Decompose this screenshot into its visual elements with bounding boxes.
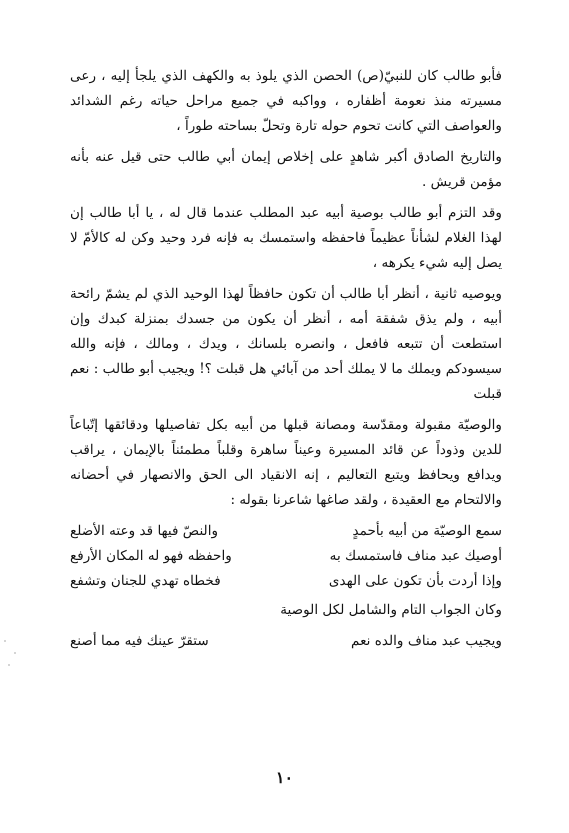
verse-second-hemistich: ستقرّ عينك فيه مما أصنع xyxy=(70,633,209,649)
scan-speck xyxy=(14,652,16,654)
verse-first-hemistich: أوصيك عبد مناف فاستمسك به xyxy=(329,548,502,564)
scan-speck xyxy=(8,664,10,666)
verse-second-hemistich: واحفظه فهو له المكان الأرفع xyxy=(70,548,232,564)
verse-first-hemistich: وإذا أردت بأن تكون على الهدى xyxy=(328,573,502,589)
document-page xyxy=(70,58,502,654)
paragraph-2: والتاريخ الصادق أكبر شاهدٍ على إخلاص إيمان أبي طالب حتى قيل عنه بأنه مؤمن قريش . xyxy=(70,149,502,190)
poem-verse xyxy=(70,569,502,594)
verse-first-hemistich: ويجيب عبد مناف والده نعم xyxy=(351,633,502,649)
answer-intro: وكان الجواب التام والشامل لكل الوصية xyxy=(280,602,502,618)
paragraph-3: وقد التزم أبو طالب بوصية أبيه عبد المطلب عندما قال له ، يا أبا طالب إن لهذا الغلام لشأناً عظيماً فاحفظه واستمسك به فإنه فرد وحيد وكن له كالأمّ لا يصل إليه شيء يكرهه ، xyxy=(70,205,502,271)
poem-verse xyxy=(70,519,502,544)
paragraph-5: والوصيّة مقبولة ومقدّسة ومصانة قبلها من أبيه بكل تفاصيلها ودقائقها إتّباعاً للدين وذوداً عن قائد المسيرة وعيناً ساهرة وقلباً مطمئناً بالإيمان ، يراقب ويدافع ويحافظ ويتبع التعاليم ، إنه الانقياد الى الحق والانصهار في أحضانه والالتحام مع العقيدة ، ولقد صاغها شاعرنا بقوله : xyxy=(70,417,502,508)
verse-second-hemistich: فخطاه تهدي للجنان وتشفع xyxy=(70,573,221,589)
verse-second-hemistich: والنصّ فيها قد وعته الأضلع xyxy=(70,523,219,539)
final-verse xyxy=(70,629,502,654)
paragraph-1: فأبو طالب كان للنبيّ(ص) الحصن الذي يلوذ به والكهف الذي يلجأ إليه ، رعى مسيرته منذ نعومة أظفاره ، وواكبه في جميع مراحل حياته رغم الشدائد والعواصف التي كانت تحوم حوله تارة وتحلّ بساحته طوراً ، xyxy=(70,68,502,134)
poem-block xyxy=(70,519,502,594)
page-number: ١٠ xyxy=(275,768,294,787)
scan-speck xyxy=(4,640,6,642)
poem-verse xyxy=(70,544,502,569)
paragraph-4: ويوصيه ثانية ، أنظر أبا طالب أن تكون حافظاً لهذا الوحيد الذي لم يشمّ رائحة أبيه ، ولم يذق شفقة أمه ، أنظر أن يكون من جسدك بمنزلة كبدك وإن استطعت أن تتبعه فافعل ، وانصره بلسانك ، ويدك ، ومالك ، فإنه والله سيسودكم ويملك ما لا يملك أحد من آبائي هل قبلت ؟! ويجيب أبو طالب : نعم قبلت xyxy=(70,286,502,402)
verse-first-hemistich: سمع الوصيّة من أبيه بأحمدٍ xyxy=(352,523,502,539)
